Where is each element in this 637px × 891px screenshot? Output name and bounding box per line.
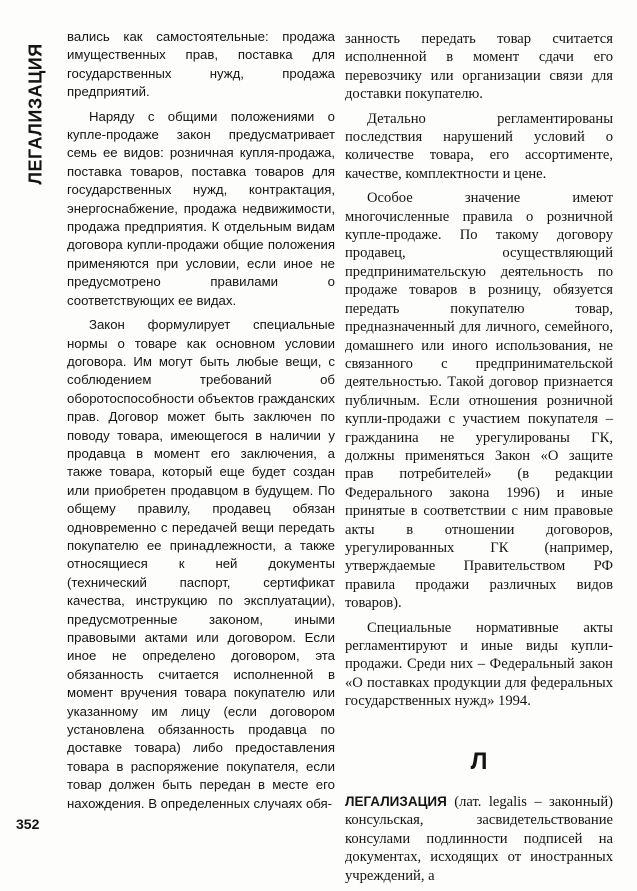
- left-column: [67, 28, 335, 819]
- running-header-text: ЛЕГАЛИЗАЦИЯ: [25, 43, 46, 185]
- dictionary-entry: [345, 793, 613, 885]
- section-letter: Л: [470, 747, 488, 775]
- paragraph: Детально регламентированы последствия нарушений условий о количестве товара, его ассортименте, качестве, комплектности и цене.: [345, 110, 613, 182]
- paragraph: занность передать товар считается исполненной в момент сдачи его перевозчику или организации связи для доставки покупателю.: [345, 31, 613, 103]
- running-header: [22, 14, 50, 214]
- paragraph: Особое значение имеют многочисленные правила о розничной купле-продаже. По такому договору продавец, осуществляющий предпринимательскую деятельность по продаже товаров в розницу, обязуется передать покупателю товар, предназначенный для личного, семейного, домашнего или иного использования, не связанного с предпринимательской деятельностью. Такой договор признается публичным. Если отношения розничной купли-продажи с участием покупателя – гражданина не урегулированы ГК, должны применяться Закон «О защите прав потребителей» (в редакции Федерального закона 1996) и иные принятые в соответствии с ним правовые акты в отношении договоров, урегулированных ГК (например, утверждаемые Правительством РФ правила продажи различных видов товаров).: [345, 190, 613, 612]
- paragraph: вались как самостоятельные: продажа имущественных прав, поставка для государственных нужд, продажа предприятий.: [67, 29, 335, 100]
- entry-term: ЛЕГАЛИЗАЦИЯ: [345, 794, 447, 810]
- paragraph: Специальные нормативные акты регламентируют и иные виды купли-продажи. Среди них – Федеральный закон «О поставках продукции для федеральных государственных нужд» 1994.: [345, 619, 613, 710]
- right-column: [345, 30, 613, 891]
- entry-text: (лат. legalis – законный) консульская, засвидетельствование консулами подлинности подписей на документах, исходящих от иностранных учреждений, а: [345, 794, 613, 884]
- paragraph: Наряду с общими положениями о купле-продаже закон предусматривает семь ее видов: розничная купля-продажа, поставка товаров, поставка товаров для государственных нужд, контрактация, энергоснабжение, продажа недвижимости, продажа предприятия. К отдельным видам договора купли-продажи общие положения применяются при условии, если иное не предусмотрено правилами о соответствующих ее видах.: [67, 108, 335, 308]
- paragraph: Закон формулирует специальные нормы о товаре как основном условии договора. Им могут быть любые вещи, с соблюдением требований об оборотоспособности объектов гражданских прав. Договор может быть заключен по поводу товара, имеющегося в наличии у продавца в момент его заключения, а также товара, который еще будет создан или приобретен продавцом в будущем. По общему правилу, продавец обязан одновременно с передачей вещи передать покупателю ее принадлежности, а также относящиеся к ней документы (технический паспорт, сертификат качества, инструкцию по эксплуатации), предусмотренные законом, иными правовыми актами или договором. Если иное не определено договором, эта обязанность считается исполненной в момент вручения товара покупателю или указанному им лицу (если договором установлена обязанность продавца по доставке товара) либо предоставления товара в распоряжение покупателя, если товар должен быть передан в месте его нахождения. В определенных случаях обя-: [67, 317, 335, 811]
- page-number: 352: [16, 816, 40, 832]
